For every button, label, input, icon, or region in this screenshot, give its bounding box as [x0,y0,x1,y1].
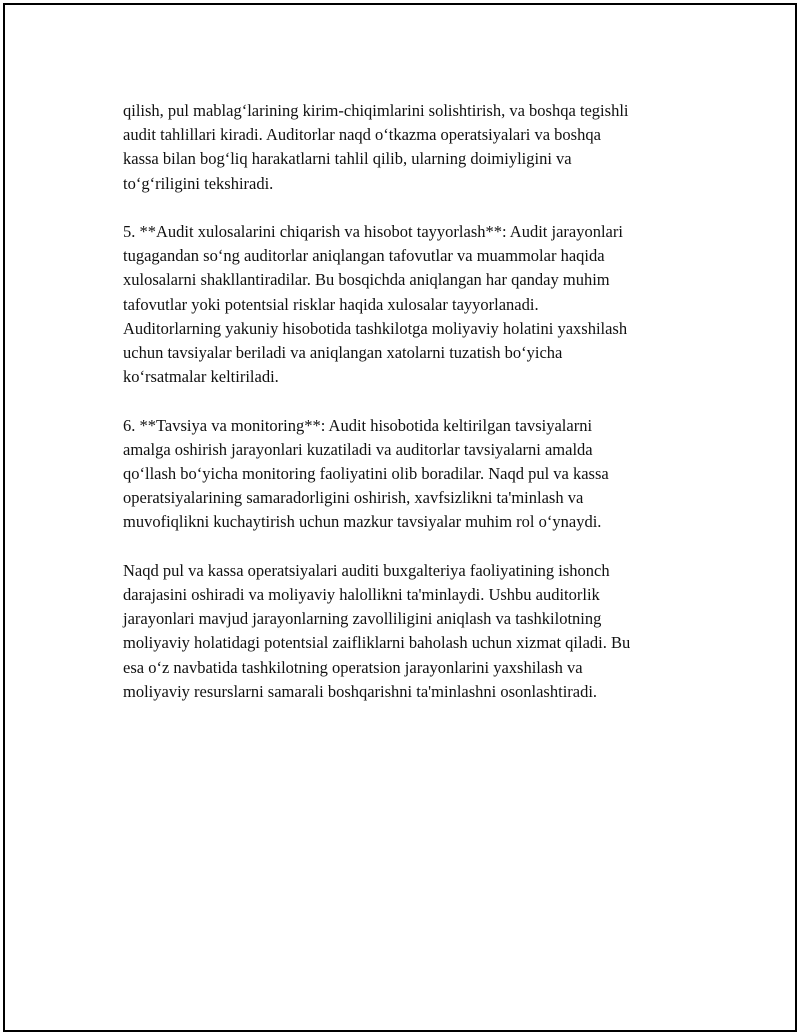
text-line: 6. **Tavsiya va monitoring**: Audit hisobotida keltirilgan tavsiyalarni [123,415,593,435]
text-line: ko‘rsatmalar keltiriladi. [123,367,279,387]
text-line: tafovutlar yoki potentsial risklar haqida xulosalar tayyorlanadi. [123,294,539,314]
text-line: audit tahlillari kiradi. Auditorlar naqd o‘tkazma operatsiyalari va boshqa [123,125,601,145]
page-frame [3,3,797,1032]
paragraph-audit-conclusions [123,220,713,389]
text-line: moliyaviy holatidagi potentsial zaifliklarni baholash uchun xizmat qiladi. Bu [123,633,631,653]
text-line: Auditorlarning yakuniy hisobotida tashkilotga moliyaviy holatini yaxshilash [123,318,628,338]
text-line: kassa bilan bog‘liq harakatlarni tahlil qilib, ularning doimiyligini va [123,149,572,169]
text-line: Naqd pul va kassa operatsiyalari auditi buxgalteriya faoliyatining ishonch [123,560,610,580]
text-line: qilish, pul mablag‘larining kirim-chiqimlarini solishtirish, va boshqa tegishli [123,101,629,120]
paragraph-conclusion [123,559,713,704]
text-line: esa o‘z navbatida tashkilotning operatsion jarayonlarini yaxshilash va [123,657,583,677]
text-line: uchun tavsiyalar beriladi va aniqlangan xatolarni tuzatish bo‘yicha [123,343,563,363]
text-line: qo‘llash bo‘yicha monitoring faoliyatini olib boradilar. Naqd pul va kassa [123,464,609,484]
text-line: muvofiqlikni kuchaytirish uchun mazkur tavsiyalar muhim rol o‘ynaydi. [123,512,602,532]
text-line: amalga oshirish jarayonlari kuzatiladi va auditorlar tavsiyalarni amalda [123,439,593,459]
paragraph-recommendations-monitoring [123,414,713,535]
text-line: 5. **Audit xulosalarini chiqarish va hisobot tayyorlash**: Audit jarayonlari [123,222,623,241]
text-line: xulosalarni shakllantiradilar. Bu bosqichda aniqlangan har qanday muhim [123,270,610,290]
text-line: operatsiyalarining samaradorligini oshirish, xavfsizlikni ta'minlash va [123,488,584,508]
paragraph-audit-analysis [123,99,713,196]
text-line: moliyaviy resurslarni samarali boshqarishni ta'minlashni osonlashtiradi. [123,681,598,701]
text-line: darajasini oshiradi va moliyaviy halollikni ta'minlaydi. Ushbu auditorlik [123,585,600,605]
document-body [123,99,713,728]
text-line: jarayonlari mavjud jarayonlarning zavolliligini aniqlash va tashkilotning [123,609,602,629]
text-line: tugagandan so‘ng auditorlar aniqlangan tafovutlar va muammolar haqida [123,246,605,266]
text-line: to‘g‘riligini tekshiradi. [123,173,274,193]
